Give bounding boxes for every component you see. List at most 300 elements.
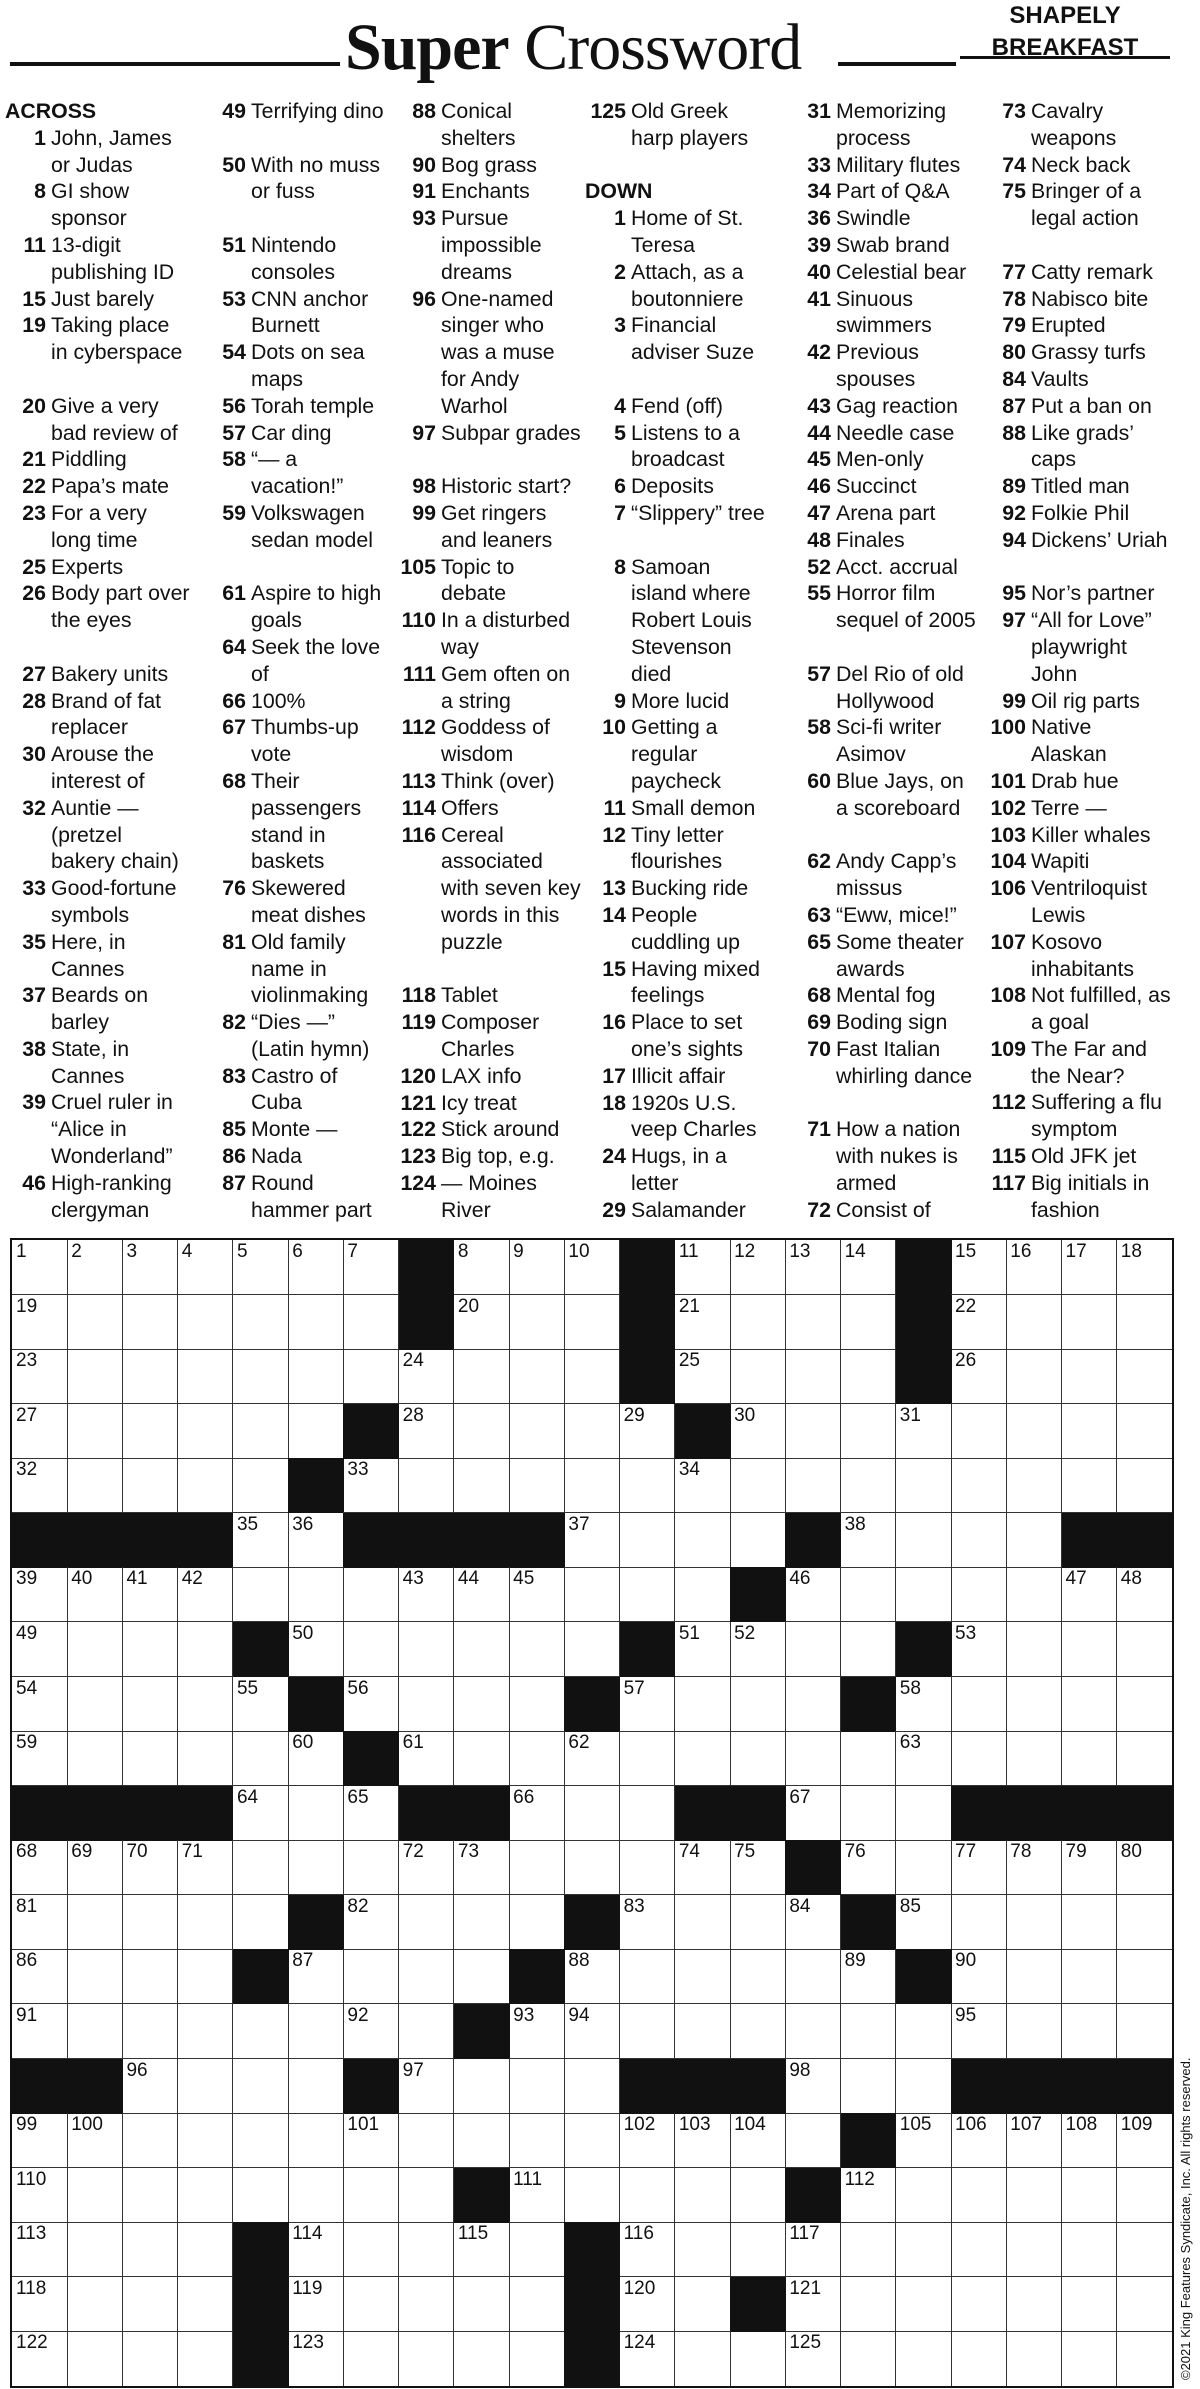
grid-cell[interactable] — [1062, 1731, 1118, 1786]
grid-cell[interactable] — [730, 1295, 786, 1350]
grid-cell[interactable] — [288, 1840, 344, 1895]
grid-cell[interactable] — [288, 1240, 344, 1295]
grid-cell[interactable] — [233, 1295, 289, 1350]
grid-cell[interactable] — [785, 1567, 841, 1622]
grid-cell[interactable] — [288, 1404, 344, 1459]
grid-cell[interactable] — [67, 2113, 123, 2168]
grid-cell[interactable] — [1062, 1949, 1118, 2004]
grid-cell[interactable] — [509, 1786, 565, 1841]
grid-cell[interactable] — [675, 1840, 731, 1895]
grid-cell[interactable] — [288, 1295, 344, 1350]
grid-cell[interactable] — [620, 2277, 676, 2332]
grid-cell[interactable] — [454, 1840, 510, 1895]
grid-cell[interactable] — [122, 2331, 178, 2386]
grid-cell[interactable] — [1062, 2168, 1118, 2223]
grid-cell[interactable] — [1062, 1240, 1118, 1295]
grid-cell[interactable] — [1117, 1895, 1172, 1950]
grid-cell[interactable] — [509, 2004, 565, 2059]
grid-cell[interactable] — [509, 2222, 565, 2277]
grid-cell[interactable] — [1117, 2331, 1172, 2386]
grid-cell[interactable] — [122, 2059, 178, 2114]
grid-cell[interactable] — [288, 1949, 344, 2004]
grid-cell[interactable] — [288, 2277, 344, 2332]
grid-cell[interactable] — [12, 1895, 68, 1950]
grid-cell[interactable] — [1117, 1677, 1172, 1732]
grid-cell[interactable] — [675, 1295, 731, 1350]
grid-cell[interactable] — [841, 2331, 897, 2386]
grid-cell[interactable] — [178, 1622, 234, 1677]
grid-cell[interactable] — [233, 1840, 289, 1895]
grid-cell[interactable] — [620, 1567, 676, 1622]
grid-cell[interactable] — [67, 1458, 123, 1513]
grid-cell[interactable] — [1006, 1404, 1062, 1459]
grid-cell[interactable] — [233, 1731, 289, 1786]
grid-cell[interactable] — [178, 2277, 234, 2332]
grid-cell[interactable] — [1062, 1295, 1118, 1350]
grid-cell[interactable] — [675, 1349, 731, 1404]
grid-cell[interactable] — [951, 1949, 1007, 2004]
grid-cell[interactable] — [122, 1240, 178, 1295]
grid-cell[interactable] — [178, 2331, 234, 2386]
grid-cell[interactable] — [1062, 2004, 1118, 2059]
grid-cell[interactable] — [12, 2277, 68, 2332]
grid-cell[interactable] — [12, 1949, 68, 2004]
grid-cell[interactable] — [951, 1513, 1007, 1568]
grid-cell[interactable] — [122, 1404, 178, 1459]
grid-cell[interactable] — [1006, 1240, 1062, 1295]
grid-cell[interactable] — [178, 1677, 234, 1732]
grid-cell[interactable] — [122, 1349, 178, 1404]
grid-cell[interactable] — [67, 1349, 123, 1404]
grid-cell[interactable] — [564, 1786, 620, 1841]
grid-cell[interactable] — [841, 1786, 897, 1841]
grid-cell[interactable] — [343, 1949, 399, 2004]
grid-cell[interactable] — [675, 1513, 731, 1568]
grid-cell[interactable] — [1117, 1404, 1172, 1459]
grid-cell[interactable] — [564, 1349, 620, 1404]
grid-cell[interactable] — [896, 1677, 952, 1732]
grid-cell[interactable] — [675, 1622, 731, 1677]
grid-cell[interactable] — [399, 2113, 455, 2168]
grid-cell[interactable] — [896, 1458, 952, 1513]
grid-cell[interactable] — [951, 1731, 1007, 1786]
grid-cell[interactable] — [896, 1895, 952, 1950]
grid-cell[interactable] — [1062, 1622, 1118, 1677]
grid-cell[interactable] — [730, 1677, 786, 1732]
grid-cell[interactable] — [1062, 1458, 1118, 1513]
grid-cell[interactable] — [509, 1458, 565, 1513]
grid-cell[interactable] — [841, 1949, 897, 2004]
grid-cell[interactable] — [12, 2331, 68, 2386]
grid-cell[interactable] — [1006, 2004, 1062, 2059]
grid-cell[interactable] — [454, 2331, 510, 2386]
grid-cell[interactable] — [454, 2059, 510, 2114]
grid-cell[interactable] — [233, 2004, 289, 2059]
grid-cell[interactable] — [288, 1622, 344, 1677]
grid-cell[interactable] — [896, 1567, 952, 1622]
grid-cell[interactable] — [178, 1895, 234, 1950]
grid-cell[interactable] — [1062, 1677, 1118, 1732]
grid-cell[interactable] — [178, 1295, 234, 1350]
grid-cell[interactable] — [951, 2277, 1007, 2332]
grid-cell[interactable] — [785, 2222, 841, 2277]
grid-cell[interactable] — [1006, 1840, 1062, 1895]
grid-cell[interactable] — [564, 1404, 620, 1459]
grid-cell[interactable] — [730, 1731, 786, 1786]
grid-cell[interactable] — [343, 1786, 399, 1841]
grid-cell[interactable] — [841, 1840, 897, 1895]
grid-cell[interactable] — [399, 2059, 455, 2114]
grid-cell[interactable] — [233, 1404, 289, 1459]
grid-cell[interactable] — [1062, 1567, 1118, 1622]
grid-cell[interactable] — [675, 1567, 731, 1622]
grid-cell[interactable] — [122, 1895, 178, 1950]
grid-cell[interactable] — [841, 1731, 897, 1786]
grid-cell[interactable] — [841, 1240, 897, 1295]
grid-cell[interactable] — [620, 1731, 676, 1786]
grid-cell[interactable] — [730, 2222, 786, 2277]
grid-cell[interactable] — [564, 1240, 620, 1295]
grid-cell[interactable] — [509, 2331, 565, 2386]
grid-cell[interactable] — [730, 1349, 786, 1404]
grid-cell[interactable] — [1006, 1567, 1062, 1622]
grid-cell[interactable] — [12, 1622, 68, 1677]
grid-cell[interactable] — [343, 2222, 399, 2277]
grid-cell[interactable] — [233, 1349, 289, 1404]
grid-cell[interactable] — [564, 1731, 620, 1786]
grid-cell[interactable] — [1006, 2331, 1062, 2386]
grid-cell[interactable] — [399, 1731, 455, 1786]
grid-cell[interactable] — [343, 2004, 399, 2059]
grid-cell[interactable] — [178, 1404, 234, 1459]
grid-cell[interactable] — [399, 2004, 455, 2059]
grid-cell[interactable] — [841, 1513, 897, 1568]
grid-cell[interactable] — [399, 1622, 455, 1677]
grid-cell[interactable] — [122, 2168, 178, 2223]
grid-cell[interactable] — [785, 1458, 841, 1513]
grid-cell[interactable] — [343, 1840, 399, 1895]
grid-cell[interactable] — [1062, 1895, 1118, 1950]
grid-cell[interactable] — [620, 2222, 676, 2277]
grid-cell[interactable] — [785, 1404, 841, 1459]
grid-cell[interactable] — [1062, 2113, 1118, 2168]
grid-cell[interactable] — [454, 2277, 510, 2332]
grid-cell[interactable] — [509, 1895, 565, 1950]
grid-cell[interactable] — [67, 2331, 123, 2386]
grid-cell[interactable] — [454, 2222, 510, 2277]
grid-cell[interactable] — [675, 2168, 731, 2223]
grid-cell[interactable] — [288, 1513, 344, 1568]
grid-cell[interactable] — [454, 1949, 510, 2004]
grid-cell[interactable] — [122, 1677, 178, 1732]
grid-cell[interactable] — [1062, 2277, 1118, 2332]
grid-cell[interactable] — [122, 1567, 178, 1622]
grid-cell[interactable] — [509, 1240, 565, 1295]
grid-cell[interactable] — [399, 1349, 455, 1404]
grid-cell[interactable] — [67, 1895, 123, 1950]
grid-cell[interactable] — [620, 1677, 676, 1732]
grid-cell[interactable] — [12, 1458, 68, 1513]
grid-cell[interactable] — [288, 1567, 344, 1622]
grid-cell[interactable] — [509, 1677, 565, 1732]
grid-cell[interactable] — [620, 1840, 676, 1895]
grid-cell[interactable] — [841, 1567, 897, 1622]
grid-cell[interactable] — [178, 2004, 234, 2059]
grid-cell[interactable] — [1117, 2113, 1172, 2168]
grid-cell[interactable] — [343, 1458, 399, 1513]
grid-cell[interactable] — [122, 1622, 178, 1677]
grid-cell[interactable] — [1006, 2277, 1062, 2332]
grid-cell[interactable] — [343, 1240, 399, 1295]
grid-cell[interactable] — [399, 1949, 455, 2004]
grid-cell[interactable] — [1006, 1949, 1062, 2004]
grid-cell[interactable] — [564, 1567, 620, 1622]
grid-cell[interactable] — [122, 2277, 178, 2332]
grid-cell[interactable] — [896, 1786, 952, 1841]
grid-cell[interactable] — [951, 1349, 1007, 1404]
grid-cell[interactable] — [1117, 2168, 1172, 2223]
grid-cell[interactable] — [178, 1949, 234, 2004]
grid-cell[interactable] — [841, 2168, 897, 2223]
grid-cell[interactable] — [178, 1840, 234, 1895]
grid-cell[interactable] — [178, 2168, 234, 2223]
grid-cell[interactable] — [564, 1840, 620, 1895]
grid-cell[interactable] — [1117, 2277, 1172, 2332]
grid-cell[interactable] — [1062, 1349, 1118, 1404]
grid-cell[interactable] — [1006, 1895, 1062, 1950]
grid-cell[interactable] — [785, 2004, 841, 2059]
grid-cell[interactable] — [1117, 2222, 1172, 2277]
grid-cell[interactable] — [1006, 1622, 1062, 1677]
grid-cell[interactable] — [399, 1567, 455, 1622]
grid-cell[interactable] — [730, 1622, 786, 1677]
grid-cell[interactable] — [620, 1895, 676, 1950]
grid-cell[interactable] — [1117, 1731, 1172, 1786]
grid-cell[interactable] — [233, 1567, 289, 1622]
grid-cell[interactable] — [67, 2004, 123, 2059]
grid-cell[interactable] — [896, 2277, 952, 2332]
grid-cell[interactable] — [951, 2004, 1007, 2059]
grid-cell[interactable] — [399, 1677, 455, 1732]
grid-cell[interactable] — [620, 2004, 676, 2059]
grid-cell[interactable] — [233, 2059, 289, 2114]
grid-cell[interactable] — [454, 1567, 510, 1622]
grid-cell[interactable] — [1062, 2331, 1118, 2386]
grid-cell[interactable] — [564, 2168, 620, 2223]
grid-cell[interactable] — [1117, 1458, 1172, 1513]
grid-cell[interactable] — [675, 2004, 731, 2059]
grid-cell[interactable] — [675, 2113, 731, 2168]
grid-cell[interactable] — [454, 1622, 510, 1677]
grid-cell[interactable] — [564, 1622, 620, 1677]
grid-cell[interactable] — [12, 1840, 68, 1895]
grid-cell[interactable] — [233, 1677, 289, 1732]
grid-cell[interactable] — [288, 2004, 344, 2059]
grid-cell[interactable] — [620, 1949, 676, 2004]
grid-cell[interactable] — [178, 1567, 234, 1622]
grid-cell[interactable] — [841, 1404, 897, 1459]
grid-cell[interactable] — [12, 1567, 68, 1622]
grid-cell[interactable] — [730, 1840, 786, 1895]
grid-cell[interactable] — [896, 2004, 952, 2059]
grid-cell[interactable] — [67, 1295, 123, 1350]
grid-cell[interactable] — [896, 2113, 952, 2168]
grid-cell[interactable] — [1117, 1622, 1172, 1677]
grid-cell[interactable] — [675, 2277, 731, 2332]
grid-cell[interactable] — [1117, 1240, 1172, 1295]
grid-cell[interactable] — [951, 1240, 1007, 1295]
grid-cell[interactable] — [1006, 2222, 1062, 2277]
grid-cell[interactable] — [620, 1458, 676, 1513]
grid-cell[interactable] — [785, 1240, 841, 1295]
grid-cell[interactable] — [785, 2331, 841, 2386]
grid-cell[interactable] — [951, 2331, 1007, 2386]
grid-cell[interactable] — [288, 2113, 344, 2168]
grid-cell[interactable] — [343, 2331, 399, 2386]
grid-cell[interactable] — [841, 2059, 897, 2114]
grid-cell[interactable] — [951, 1567, 1007, 1622]
grid-cell[interactable] — [12, 2004, 68, 2059]
grid-cell[interactable] — [178, 1240, 234, 1295]
grid-cell[interactable] — [12, 2222, 68, 2277]
grid-cell[interactable] — [620, 1513, 676, 1568]
grid-cell[interactable] — [1062, 1840, 1118, 1895]
grid-cell[interactable] — [233, 1786, 289, 1841]
grid-cell[interactable] — [730, 2004, 786, 2059]
grid-cell[interactable] — [233, 1513, 289, 1568]
grid-cell[interactable] — [896, 2168, 952, 2223]
grid-cell[interactable] — [343, 2113, 399, 2168]
grid-cell[interactable] — [564, 1513, 620, 1568]
grid-cell[interactable] — [122, 2113, 178, 2168]
grid-cell[interactable] — [454, 1895, 510, 1950]
grid-cell[interactable] — [951, 2168, 1007, 2223]
grid-cell[interactable] — [841, 2277, 897, 2332]
grid-cell[interactable] — [785, 2059, 841, 2114]
grid-cell[interactable] — [288, 2059, 344, 2114]
grid-cell[interactable] — [620, 2331, 676, 2386]
grid-cell[interactable] — [730, 1513, 786, 1568]
grid-cell[interactable] — [509, 1295, 565, 1350]
grid-cell[interactable] — [12, 1349, 68, 1404]
grid-cell[interactable] — [785, 1786, 841, 1841]
grid-cell[interactable] — [785, 1895, 841, 1950]
grid-cell[interactable] — [785, 1949, 841, 2004]
grid-cell[interactable] — [785, 1349, 841, 1404]
grid-cell[interactable] — [564, 2113, 620, 2168]
grid-cell[interactable] — [454, 1349, 510, 1404]
grid-cell[interactable] — [12, 2168, 68, 2223]
grid-cell[interactable] — [178, 1458, 234, 1513]
grid-cell[interactable] — [785, 1622, 841, 1677]
grid-cell[interactable] — [399, 1404, 455, 1459]
grid-cell[interactable] — [509, 1404, 565, 1459]
grid-cell[interactable] — [288, 2331, 344, 2386]
grid-cell[interactable] — [1006, 2168, 1062, 2223]
grid-cell[interactable] — [399, 1840, 455, 1895]
grid-cell[interactable] — [841, 2222, 897, 2277]
grid-cell[interactable] — [951, 1458, 1007, 1513]
grid-cell[interactable] — [1117, 1840, 1172, 1895]
grid-cell[interactable] — [564, 2059, 620, 2114]
grid-cell[interactable] — [178, 2222, 234, 2277]
grid-cell[interactable] — [399, 2277, 455, 2332]
grid-cell[interactable] — [1117, 1949, 1172, 2004]
grid-cell[interactable] — [399, 2331, 455, 2386]
grid-cell[interactable] — [454, 1240, 510, 1295]
grid-cell[interactable] — [896, 1840, 952, 1895]
grid-cell[interactable] — [675, 1895, 731, 1950]
grid-cell[interactable] — [509, 1622, 565, 1677]
grid-cell[interactable] — [509, 1349, 565, 1404]
grid-cell[interactable] — [122, 1295, 178, 1350]
grid-cell[interactable] — [288, 2222, 344, 2277]
grid-cell[interactable] — [675, 1731, 731, 1786]
grid-cell[interactable] — [675, 2331, 731, 2386]
grid-cell[interactable] — [288, 1786, 344, 1841]
grid-cell[interactable] — [951, 1895, 1007, 1950]
grid-cell[interactable] — [1062, 2222, 1118, 2277]
grid-cell[interactable] — [399, 2168, 455, 2223]
grid-cell[interactable] — [122, 2222, 178, 2277]
grid-cell[interactable] — [841, 1295, 897, 1350]
grid-cell[interactable] — [509, 1840, 565, 1895]
grid-cell[interactable] — [1117, 1567, 1172, 1622]
grid-cell[interactable] — [1006, 2113, 1062, 2168]
grid-cell[interactable] — [620, 1404, 676, 1459]
grid-cell[interactable] — [1006, 1458, 1062, 1513]
grid-cell[interactable] — [730, 2168, 786, 2223]
grid-cell[interactable] — [841, 1349, 897, 1404]
grid-cell[interactable] — [675, 1458, 731, 1513]
grid-cell[interactable] — [122, 1840, 178, 1895]
grid-cell[interactable] — [1006, 1349, 1062, 1404]
grid-cell[interactable] — [730, 2331, 786, 2386]
grid-cell[interactable] — [343, 1677, 399, 1732]
grid-cell[interactable] — [454, 2113, 510, 2168]
grid-cell[interactable] — [509, 2059, 565, 2114]
grid-cell[interactable] — [67, 1840, 123, 1895]
grid-cell[interactable] — [675, 1677, 731, 1732]
grid-cell[interactable] — [509, 2113, 565, 2168]
grid-cell[interactable] — [233, 2168, 289, 2223]
grid-cell[interactable] — [1006, 1295, 1062, 1350]
grid-cell[interactable] — [1062, 1404, 1118, 1459]
grid-cell[interactable] — [343, 2277, 399, 2332]
grid-cell[interactable] — [343, 1349, 399, 1404]
grid-cell[interactable] — [233, 1458, 289, 1513]
grid-cell[interactable] — [509, 2168, 565, 2223]
grid-cell[interactable] — [399, 2222, 455, 2277]
grid-cell[interactable] — [951, 1677, 1007, 1732]
grid-cell[interactable] — [951, 2222, 1007, 2277]
grid-cell[interactable] — [122, 1458, 178, 1513]
grid-cell[interactable] — [730, 1240, 786, 1295]
grid-cell[interactable] — [233, 1240, 289, 1295]
grid-cell[interactable] — [454, 1404, 510, 1459]
grid-cell[interactable] — [67, 1677, 123, 1732]
grid-cell[interactable] — [896, 2222, 952, 2277]
grid-cell[interactable] — [564, 2004, 620, 2059]
grid-cell[interactable] — [896, 1404, 952, 1459]
grid-cell[interactable] — [730, 1404, 786, 1459]
grid-cell[interactable] — [730, 1895, 786, 1950]
grid-cell[interactable] — [896, 1731, 952, 1786]
grid-cell[interactable] — [951, 1840, 1007, 1895]
grid-cell[interactable] — [785, 2277, 841, 2332]
grid-cell[interactable] — [564, 1295, 620, 1350]
grid-cell[interactable] — [730, 1458, 786, 1513]
